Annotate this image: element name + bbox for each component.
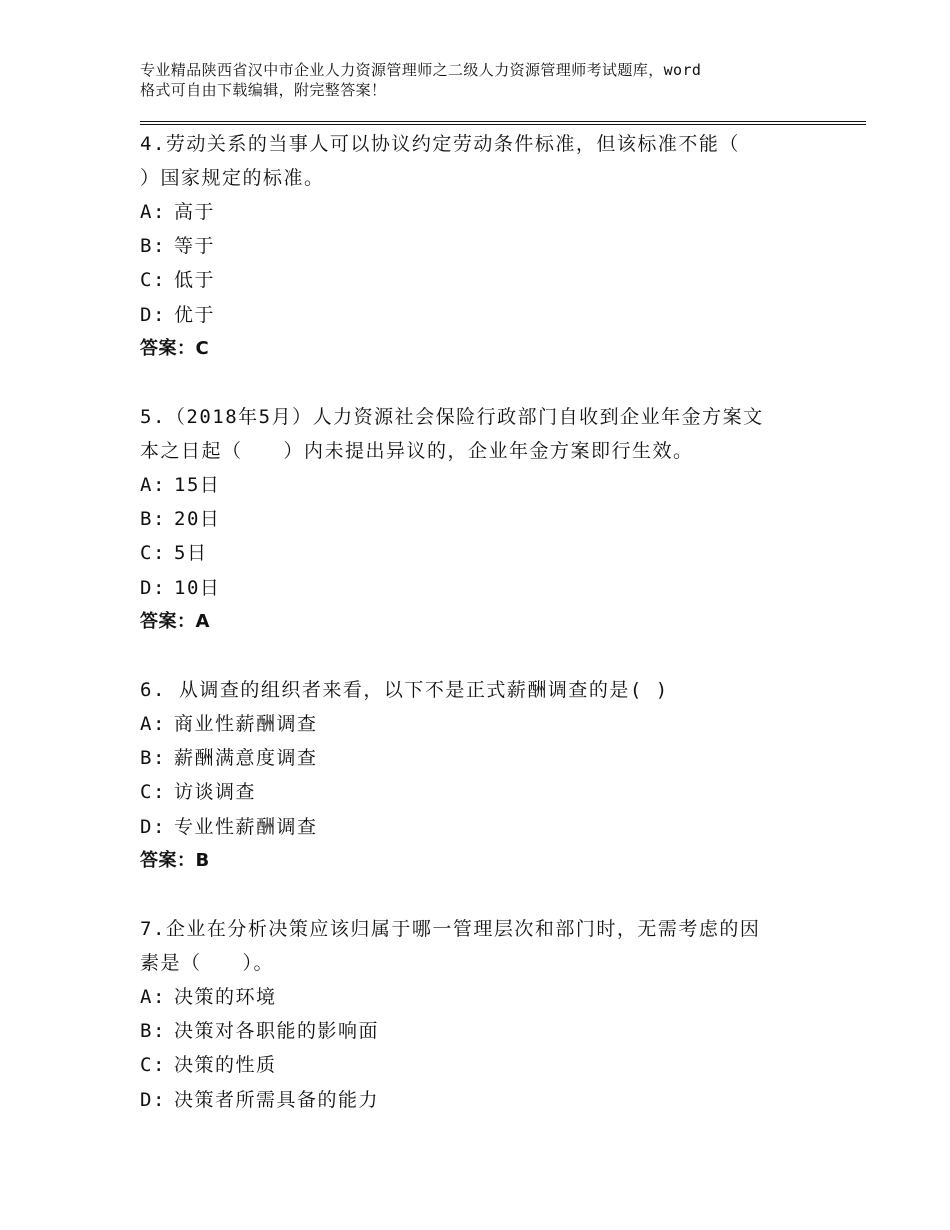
stem-line: ）国家规定的标准。 <box>140 167 325 189</box>
stem-line: 5.（2018年5月）人力资源社会保险行政部门自收到企业年金方案文 <box>140 406 764 428</box>
question-4 <box>140 127 820 366</box>
stem-line: 4.劳动关系的当事人可以协议约定劳动条件标准，但该标准不能（ <box>140 133 740 155</box>
option-a <box>140 195 820 229</box>
option-a <box>140 468 820 502</box>
option-text: 专业性薪酬调查 <box>174 815 318 838</box>
option-text: 商业性薪酬调查 <box>174 713 318 735</box>
question-stem <box>140 912 820 980</box>
option-text: 5日 <box>174 542 208 565</box>
answer-label: 答案：B <box>140 849 210 871</box>
answer-label: 答案：C <box>140 337 210 359</box>
header-divider-bottom <box>140 124 866 125</box>
option-letter: D: <box>140 815 166 838</box>
option-letter: B: <box>140 235 166 258</box>
option-b <box>140 502 820 536</box>
option-text: 访谈调查 <box>174 781 257 804</box>
option-letter: D: <box>140 303 166 326</box>
option-c <box>140 1048 820 1082</box>
document-header <box>140 60 860 100</box>
option-b <box>140 741 820 775</box>
option-d <box>140 1083 820 1117</box>
option-text: 20日 <box>174 508 221 531</box>
option-text: 优于 <box>174 303 216 326</box>
option-letter: C: <box>140 269 166 292</box>
question-5 <box>140 400 820 639</box>
option-letter: A: <box>140 474 166 496</box>
option-letter: D: <box>140 1088 166 1111</box>
option-letter: A: <box>140 986 166 1008</box>
header-divider-top <box>140 121 866 122</box>
option-text: 低于 <box>174 269 216 292</box>
option-text: 决策对各职能的影响面 <box>174 1020 380 1043</box>
answer-label: 答案：A <box>140 610 210 632</box>
question-stem <box>140 127 820 195</box>
option-b <box>140 1014 820 1048</box>
option-a <box>140 980 820 1014</box>
option-text: 决策者所需具备的能力 <box>174 1088 380 1111</box>
option-text: 决策的环境 <box>174 986 277 1008</box>
question-stem <box>140 673 820 707</box>
option-letter: C: <box>140 1054 166 1077</box>
question-6 <box>140 673 820 878</box>
option-letter: B: <box>140 1020 166 1043</box>
option-b <box>140 229 820 263</box>
stem-line: 本之日起（ ）内未提出异议的，企业年金方案即行生效。 <box>140 440 694 462</box>
option-text: 高于 <box>174 201 216 223</box>
option-c <box>140 775 820 809</box>
option-a <box>140 707 820 741</box>
stem-line: 素是（ ）。 <box>140 952 275 974</box>
option-text: 10日 <box>174 576 221 599</box>
stem-line: 7.企业在分析决策应该归属于哪一管理层次和部门时，无需考虑的因 <box>140 918 761 940</box>
option-letter: C: <box>140 542 166 565</box>
question-7 <box>140 912 820 1117</box>
header-line-2: 格式可自由下载编辑，附完整答案！ <box>140 81 387 99</box>
option-text: 薪酬满意度调查 <box>174 747 318 770</box>
question-stem <box>140 400 820 468</box>
option-letter: A: <box>140 713 166 735</box>
option-letter: D: <box>140 576 166 599</box>
option-letter: B: <box>140 508 166 531</box>
option-text: 决策的性质 <box>174 1054 277 1077</box>
option-letter: B: <box>140 747 166 770</box>
option-text: 15日 <box>174 474 221 496</box>
option-d <box>140 571 820 605</box>
option-letter: A: <box>140 201 166 223</box>
option-letter: C: <box>140 781 166 804</box>
option-d <box>140 298 820 332</box>
stem-line: 6. 从调查的组织者来看，以下不是正式薪酬调查的是( ) <box>140 679 669 701</box>
option-d <box>140 810 820 844</box>
header-line-1: 专业精品陕西省汉中市企业人力资源管理师之二级人力资源管理师考试题库，word <box>140 61 702 79</box>
option-text: 等于 <box>174 235 216 258</box>
option-c <box>140 536 820 570</box>
option-c <box>140 263 820 297</box>
